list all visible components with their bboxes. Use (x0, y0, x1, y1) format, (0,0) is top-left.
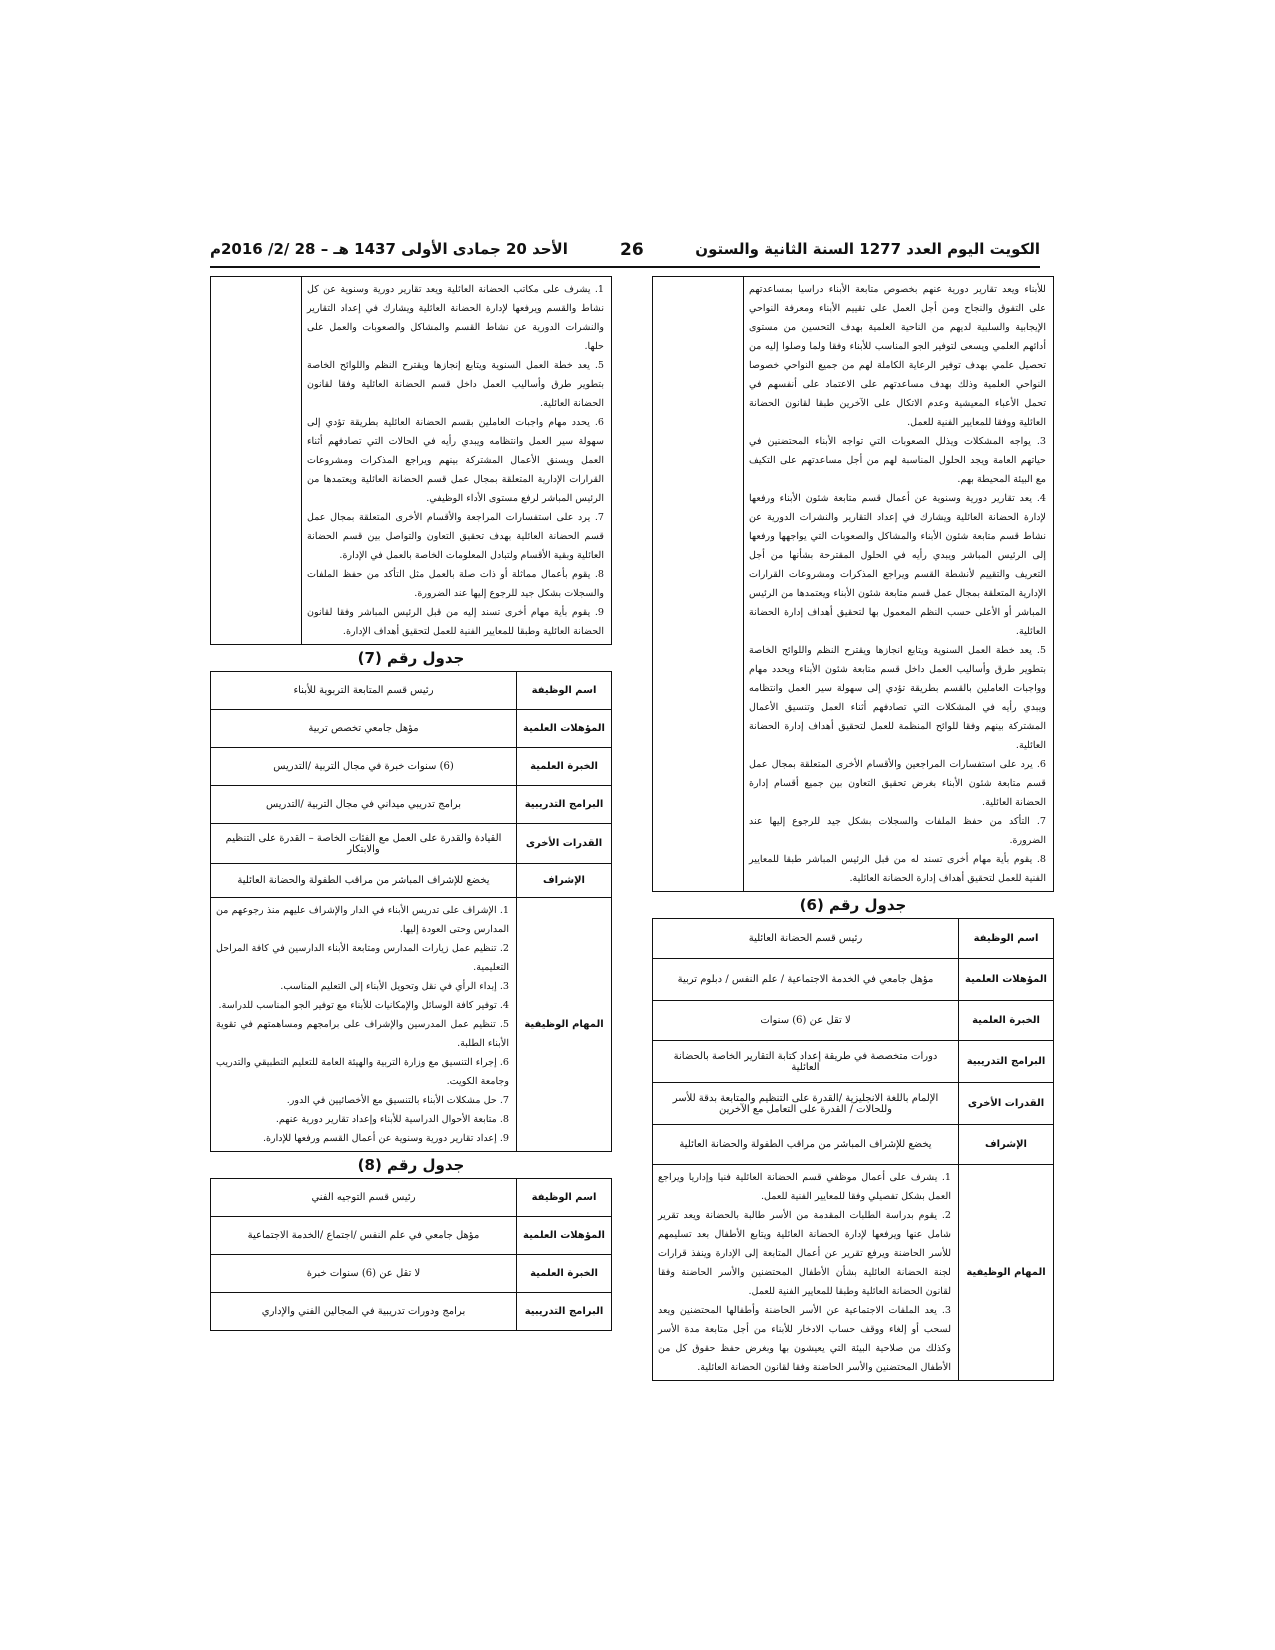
row-key: اسم الوظيفة (517, 1179, 612, 1217)
row-value: لا تقل عن (6) سنوات (653, 1001, 959, 1041)
list-item: 4. توفير كافة الوسائل والإمكانيات للأبناء مع توفير الجو المناسب للدراسة. (218, 1000, 509, 1011)
row-key: القدرات الأخرى (959, 1083, 1054, 1125)
table-row (211, 672, 612, 710)
list-item: للأبناء ويعد تقارير دورية عنهم بخصوص متابعة الأبناء دراسيا بمساعدتهم على التفوق والنجاح ومن أجل العمل على تقييم الأبناء ومعرفة النواحي الإيجابية والسلبية لديهم من الناحية العلمية بهدف التحسين من مستوى أدائهم العلمي ويسعى لتوفير الجو المناسب للأبناء وفقا ولما وصلوا إليه من تحصيل علمي بهدف توفير الرعاية الكاملة لهم من جميع النواحي خصوصا النواحي العلمية وذلك بهدف مساعدتهم على الاعتماد على أنفسهم في تحمل الأعباء المعيشية وعدم الاتكال على الآخرين طبقا لقانون الحضانة العائلية ووفقا للمعايير الفنية للعمل. (749, 284, 1046, 428)
list-item: 4. يعد تقارير دورية وسنوية عن أعمال قسم متابعة شئون الأبناء ورفعها لإدارة الحضانة العائلية ويشارك في إعداد التقارير والنشرات الدورية عن نشاط قسم متابعة شئون الأبناء والمشاكل والصعوبات التي يواجهها ورفعها إلى الرئيس المباشر ويبدي رأيه في الحلول المقترحة بشأنها من أجل التعريف والتقييم لأنشطة القسم ويراجع المذكرات ومشروعات القرارات الإدارية المتعلقة بمجال عمل قسم متابعة شئون الأبناء ويعتمدها من الرئيس المباشر أو الأعلى حسب النظم المعمول بها لتحقيق أهداف إدارة الحضانة العائلية. (749, 493, 1046, 637)
row-key: الخبرة العلمية (959, 1001, 1054, 1041)
list-item: 8. متابعة الأحوال الدراسية للأبناء وإعداد تقارير دورية عنهم. (275, 1114, 509, 1125)
row-value: القيادة والقدرة على العمل مع الفئات الخاصة – القدرة على التنظيم والابتكار (211, 824, 517, 864)
list-item: 8. يقوم بأعمال مماثلة أو ذات صلة بالعمل مثل التأكد من حفظ الملفات والسجلات بشكل جيد للرجوع إليها عند الضرورة. (307, 569, 604, 599)
list-item: 2. يقوم بدراسة الطلبات المقدمة من الأسر طالبة بالحضانة ويعد تقرير شامل عنها ويرفعها لإدارة الحضانة العائلية ويتابع الأطفال بعد تسليمهم للأسر الحاضنة ويرفع تقرير عن أعمال المتابعة إلى الإدارة وينفذ قرارات لجنة الحضانة العائلية بشأن الأطفال المحتضنين والأسر الحاضنة وفقا لقانون الحضانة العائلية وطبقا للمعايير الفنية للعمل. (658, 1210, 951, 1297)
list-item: 3. يواجه المشكلات ويذلل الصعوبات التي تواجه الأبناء المحتضنين في حياتهم العامة ويجد الحلول المناسبة لهم من أجل مساعدتهم على التكيف مع البيئة المحيطة بهم. (749, 436, 1046, 485)
table-row (211, 864, 612, 898)
header-issue: الكويت اليوم العدد 1277 السنة الثانية والستون (695, 240, 1040, 258)
list-item: 2. تنظيم عمل زيارات المدارس ومتابعة الأبناء الدارسين في كافة المراحل التعليمية. (216, 943, 509, 973)
list-item: 1. يشرف على أعمال موظفي قسم الحضانة العائلية فنيا وإداريا ويراجع العمل بشكل تفصيلي وفقا للمعايير الفنية للعمل. (658, 1172, 951, 1202)
table-row (211, 1255, 612, 1293)
list-item: 8. يقوم بأية مهام أخرى تسند له من قبل الرئيس المباشر طبقا للمعايير الفنية للعمل لتحقيق أهداف إدارة الحضانة العائلية. (749, 854, 1046, 884)
row-value: مؤهل جامعي في الخدمة الاجتماعية / علم النفس / دبلوم تربية (653, 959, 959, 1001)
continued-tasks-list (303, 278, 610, 643)
table-6 (652, 918, 1054, 1381)
tasks-label: المهام الوظيفية (517, 898, 612, 1152)
continued-tasks-cell (302, 277, 612, 645)
row-key: البرامج التدريبية (517, 786, 612, 824)
tasks-list (654, 1166, 957, 1379)
row-value: مؤهل جامعي تخصص تربية (211, 710, 517, 748)
left-column (210, 276, 612, 1331)
row-value: رئيس قسم التوجيه الفني (211, 1179, 517, 1217)
table-8-title: جدول رقم (8) (357, 1156, 465, 1174)
table-row (653, 1165, 1054, 1381)
row-key: المؤهلات العلمية (517, 710, 612, 748)
row-value: دورات متخصصة في طريقة إعداد كتابة التقارير الخاصة بالحضانة العائلية (653, 1041, 959, 1083)
row-value: رئيس قسم الحضانة العائلية (653, 919, 959, 959)
tasks-cell (211, 898, 517, 1152)
list-item: 6. يحدد مهام واجبات العاملين بقسم الحضانة العائلية بطريقة تؤدي إلى سهولة سير العمل وانتظامه ويبدي رأيه في الحالات التي تصادفهم أثناء العمل ويسنق الأعمال المشتركة بينهم ويراجع المذكرات ومشروعات القرارات الإدارية المتعلقة بمجال عمل قسم الحضانة العائلية ويعتمدها من الرئيس المباشر لرفع مستوى الأداء الوظيفي. (307, 417, 604, 504)
list-item: 7. التأكد من حفظ الملفات والسجلات بشكل جيد للرجوع إليها عند الضرورة. (749, 816, 1046, 846)
row-value: (6) سنوات خبرة في مجال التربية /التدريس (211, 748, 517, 786)
row-value: برامج ودورات تدريبية في المجالين الفني والإداري (211, 1293, 517, 1331)
row-value: مؤهل جامعي في علم النفس /اجتماع /الخدمة الاجتماعية (211, 1217, 517, 1255)
row-value: يخضع للإشراف المباشر من مراقب الطفولة والحضانة العائلية (653, 1125, 959, 1165)
continued-tasks-cell (744, 277, 1054, 892)
list-item: 9. يقوم بأية مهام أخرى تسند إليه من قبل الرئيس المباشر وفقا لقانون الحضانة العائلية وطبقا للمعايير الفنية للعمل لتحقيق أهداف الإدارة. (307, 607, 604, 637)
page-header (210, 238, 1040, 268)
row-value: لا تقل عن (6) سنوات خبرة (211, 1255, 517, 1293)
row-value: يخضع للإشراف المباشر من مراقب الطفولة والحضانة العائلية (211, 864, 517, 898)
table-7 (210, 671, 612, 1152)
row-key: القدرات الأخرى (517, 824, 612, 864)
list-item: 3. يعد الملفات الاجتماعية عن الأسر الحاضنة وأطفالها المحتضنين ويعد لسحب أو إلغاء ووقف حساب الادخار للأبناء من أجل متابعة مدة الأسر وكذلك من صلاحية البيئة التي يعيشون بها وبغرض حفظ حقوق كل من الأطفال المحتضنين والأسر الحاضنة وفقا لقانون الحضانة العائلية. (658, 1305, 951, 1373)
table-row (211, 824, 612, 864)
row-key: الإشراف (517, 864, 612, 898)
row-key: الخبرة العلمية (517, 1255, 612, 1293)
list-item: 5. يعد خطة العمل السنوية ويتابع إنجازها ويقترح النظم واللوائح الخاصة بتطوير طرق وأساليب العمل داخل قسم الحضانة العائلية وفقا لقانون الحضانة العائلية. (307, 360, 604, 409)
list-item: 7. حل مشكلات الأبناء بالتنسيق مع الأخصائيين في الدور. (286, 1095, 509, 1106)
row-key: اسم الوظيفة (959, 919, 1054, 959)
list-item: 1. الإشراف على تدريس الأبناء في الدار والإشراف عليهم منذ رجوعهم من المدارس وحتى العودة إليها. (216, 905, 509, 935)
table-row (211, 1293, 612, 1331)
row-key: اسم الوظيفة (517, 672, 612, 710)
table-row (211, 1217, 612, 1255)
continued-table-left (210, 276, 612, 645)
list-item: 7. يرد على استفسارات المراجعة والأقسام الأخرى المتعلقة بمجال عمل قسم الحضانة العائلية بهدف تحقيق التعاون والتواصل بين قسم الحضانة العائلية وبقية الأقسام ولتبادل المعلومات الخاصة بالعمل في الإدارة. (307, 512, 604, 561)
table-row (653, 1001, 1054, 1041)
continued-tasks-list (745, 278, 1052, 890)
right-column (652, 276, 1054, 1381)
empty-label-cell (653, 277, 744, 892)
header-date: الأحد 20 جمادى الأولى 1437 هـ – 28 /2/ 2016م (210, 240, 568, 258)
page-number: 26 (620, 240, 644, 260)
table-row (653, 959, 1054, 1001)
tasks-label: المهام الوظيفية (959, 1165, 1054, 1381)
table-row (211, 898, 612, 1152)
table-row (653, 1125, 1054, 1165)
list-item: 6. يرد على استفسارات المراجعين والأقسام الأخرى المتعلقة بمجال عمل قسم متابعة شئون الأبناء بغرض تحقيق التعاون بين جميع أقسام إدارة الحضانة العائلية. (749, 759, 1046, 808)
table-row (211, 1179, 612, 1217)
row-value: الإلمام باللغة الانجليزية /القدرة على التنظيم والمتابعة بدقة للأسر وللحالات / القدرة على التعامل مع الآخرين (653, 1083, 959, 1125)
row-value: برامج تدريبي ميداني في مجال التربية /التدريس (211, 786, 517, 824)
tasks-list (212, 899, 515, 1150)
tasks-cell (653, 1165, 959, 1381)
list-item: 9. إعداد تقارير دورية وسنوية عن أعمال القسم ورفعها للإدارة. (262, 1133, 509, 1144)
table-7-title: جدول رقم (7) (357, 649, 465, 667)
list-item: 5. تنظيم عمل المدرسين والإشراف على برامجهم ومساهمتهم في تقوية الأبناء الطلبة. (216, 1019, 509, 1049)
row-key: البرامج التدريبية (959, 1041, 1054, 1083)
list-item: 6. إجراء التنسيق مع وزارة التربية والهيئة العامة للتعليم التطبيقي والتدريب وجامعة الكويت. (216, 1057, 509, 1087)
row-value: رئيس قسم المتابعة التربوية للأبناء (211, 672, 517, 710)
table-row (653, 1041, 1054, 1083)
list-item: 3. إبداء الرأي في نقل وتحويل الأبناء إلى التعليم المناسب. (280, 981, 509, 992)
row-key: البرامج التدريبية (517, 1293, 612, 1331)
row-key: الخبرة العلمية (517, 748, 612, 786)
table-row (653, 1083, 1054, 1125)
table-8 (210, 1178, 612, 1331)
table-row (211, 710, 612, 748)
row-key: المؤهلات العلمية (517, 1217, 612, 1255)
table-6-title: جدول رقم (6) (799, 896, 907, 914)
continued-table-right (652, 276, 1054, 892)
empty-label-cell (211, 277, 302, 645)
table-row (211, 786, 612, 824)
table-row (211, 748, 612, 786)
row-key: المؤهلات العلمية (959, 959, 1054, 1001)
list-item: 5. يعد خطة العمل السنوية ويتابع انجازها ويقترح النظم واللوائح الخاصة بتطوير طرق وأساليب العمل داخل قسم متابعة شئون الأبناء ويحدد مهام وواجبات العاملين بالقسم بطريقة تؤدي إلى سهولة سير العمل وانتظامه ويبدي رأيه في المشكلات التي تصادفهم أثناء العمل وتنسيق الأعمال المشتركة بينهم وفقا للوائح المنظمة للعمل لتحقيق أهداف إدارة الحضانة العائلية. (749, 645, 1046, 751)
list-item: 1. يشرف على مكاتب الحضانة العائلية ويعد تقارير دورية وسنوية عن كل نشاط والقسم ويرفعها لإدارة الحضانة العائلية ويشارك في إعداد التقارير والنشرات الدورية عن نشاط القسم والمشاكل والصعوبات والعمل على حلها. (307, 284, 604, 352)
row-key: الإشراف (959, 1125, 1054, 1165)
table-row (653, 919, 1054, 959)
